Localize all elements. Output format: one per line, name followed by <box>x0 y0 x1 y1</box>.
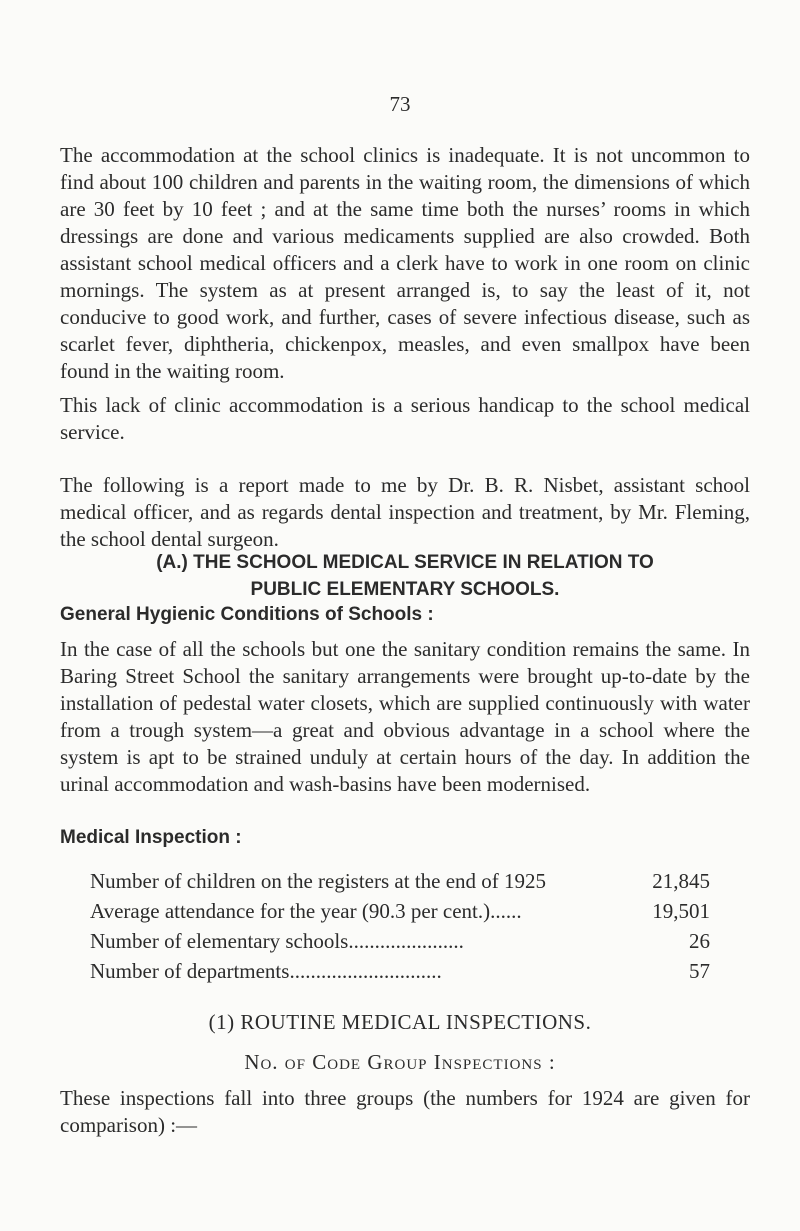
stat-label: Number of children on the registers at the end of 1925 <box>90 869 547 893</box>
paragraph-report-intro: The following is a report made to me by Dr. B. R. Nisbet, assistant school medical officer, and as regards dental inspection and treatment, by Mr. Fleming, the school dental surgeon. <box>60 473 750 551</box>
paragraph-inspection-groups: These inspections fall into three groups (the numbers for 1924 are given for comparison) :— <box>60 1086 750 1137</box>
stat-value: 21,845 <box>652 869 710 893</box>
page-number: 73 <box>389 92 411 116</box>
section-heading-a-line1: (A.) THE SCHOOL MEDICAL SERVICE IN RELATION TO <box>156 552 654 573</box>
statistics-list <box>90 866 710 986</box>
sub-heading-hygienic-conditions: General Hygienic Conditions of Schools : <box>60 604 434 625</box>
code-group-inspections-heading: No. of Code Group Inspections : <box>244 1050 556 1074</box>
section-heading-a-line2: PUBLIC ELEMENTARY SCHOOLS. <box>250 579 560 600</box>
paragraph-sanitary-conditions: In the case of all the schools but one the sanitary condition remains the same. In Baring Street School the sanitary arrangements were brought up-to-date by the installation of pedestal water closets, which are supplied continuously with water from a trough system—a great and obvious advantage in a school where the system is apt to be strained unduly at certain hours of the day. In addition the urinal accommodation and wash-basins have been modernised. <box>60 637 750 796</box>
stat-value: 19,501 <box>652 899 710 923</box>
section-heading-a <box>60 549 750 603</box>
routine-inspections-heading: (1) ROUTINE MEDICAL INSPECTIONS. <box>208 1010 592 1034</box>
stat-value: 26 <box>689 929 710 953</box>
sub-heading-medical-inspection: Medical Inspection : <box>60 827 242 848</box>
stat-value: 57 <box>689 959 710 983</box>
paragraph-accommodation: The accommodation at the school clinics is inadequate. It is not uncommon to find about 100 children and parents in the waiting room, the dimensions of which are 30 feet by 10 feet ; and at the same time both the nurses’ rooms in which dressings are done and various medicaments supplied are also crowded. Both assistant school medical officers and a clerk have to work in one room on clinic mornings. The system as at present arranged is, to say the least of it, not conducive to good work, and further, cases of severe infectious disease, such as scarlet fever, diphtheria, chickenpox, measles, and even smallpox have been found in the waiting room. <box>60 143 750 383</box>
paragraph-handicap: This lack of clinic accommodation is a serious handicap to the school medical service. <box>60 393 750 444</box>
stat-row <box>90 926 710 956</box>
stat-row <box>90 866 710 896</box>
stat-label: Number of departments............................. <box>90 959 442 983</box>
stat-row <box>90 956 710 986</box>
stat-label: Average attendance for the year (90.3 per cent.)...... <box>90 899 522 923</box>
stat-label: Number of elementary schools...................... <box>90 929 464 953</box>
stat-row <box>90 896 710 926</box>
